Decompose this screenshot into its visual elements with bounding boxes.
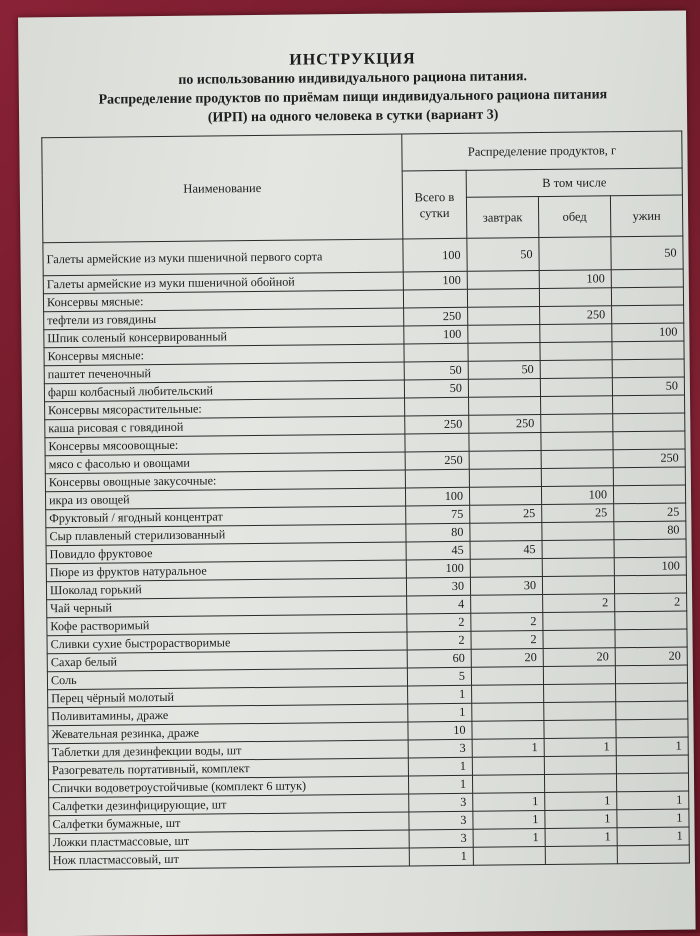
row-dinner: 250 (613, 449, 685, 468)
row-lunch (541, 396, 613, 415)
row-dinner (614, 539, 686, 558)
row-dinner (615, 611, 687, 630)
ration-table (41, 131, 690, 871)
row-dinner (611, 269, 683, 288)
row-breakfast (472, 703, 544, 722)
row-lunch (540, 360, 612, 379)
row-lunch (544, 756, 616, 775)
row-dinner (612, 305, 684, 324)
row-total: 30 (406, 577, 470, 596)
row-lunch: 1 (545, 828, 617, 847)
row-dinner (616, 701, 688, 720)
row-lunch: 250 (540, 306, 612, 325)
row-dinner: 2 (615, 593, 687, 612)
row-dinner: 20 (615, 647, 687, 666)
row-breakfast: 1 (473, 829, 545, 848)
row-name: Кофе растворимый (47, 614, 407, 636)
row-breakfast (468, 325, 540, 344)
row-total (404, 343, 468, 362)
row-name: икра из овощей (45, 488, 405, 510)
row-dinner: 1 (617, 827, 689, 846)
row-lunch (542, 540, 614, 559)
row-breakfast (472, 721, 544, 740)
row-lunch (540, 378, 612, 397)
row-name: Сыр плавленый стерилизованный (46, 524, 406, 546)
row-name: Соль (47, 668, 407, 690)
row-name: Чай черный (47, 596, 407, 618)
header-lunch: обед (538, 196, 610, 238)
row-total: 100 (403, 271, 467, 290)
header-including: В том числе (466, 168, 682, 197)
row-total: 100 (403, 238, 467, 272)
row-breakfast: 2 (471, 613, 543, 632)
row-name: Галеты армейские из муки пшеничной обойной (43, 272, 403, 294)
row-dinner (617, 845, 689, 864)
row-dinner (613, 467, 685, 486)
document-title: ИНСТРУКЦИЯ (289, 50, 416, 69)
row-lunch (542, 576, 614, 595)
row-breakfast: 1 (473, 793, 545, 812)
row-breakfast (470, 523, 542, 542)
row-lunch: 1 (545, 792, 617, 811)
row-total (405, 469, 469, 488)
row-dinner: 1 (617, 791, 689, 810)
row-name: Жевательная резинка, драже (48, 722, 408, 744)
row-total: 100 (404, 325, 468, 344)
header-dinner: ужин (610, 195, 682, 237)
row-breakfast (467, 289, 539, 308)
document-page (18, 11, 696, 936)
row-name: Сливки сухие быстрорастворимые (47, 632, 407, 654)
row-lunch (541, 450, 613, 469)
row-lunch (543, 666, 615, 685)
row-lunch: 1 (545, 810, 617, 829)
row-total: 3 (409, 811, 473, 830)
row-breakfast (471, 595, 543, 614)
row-breakfast (469, 433, 541, 452)
row-breakfast: 45 (470, 541, 542, 560)
row-total: 100 (405, 487, 469, 506)
row-name: фарш колбасный любительский (44, 380, 404, 402)
row-name: Повидло фруктовое (46, 542, 406, 564)
row-name: Шоколад горький (46, 578, 406, 600)
row-total: 1 (408, 703, 472, 722)
row-dinner (616, 719, 688, 738)
header-distribution: Распределение продуктов, г (402, 131, 682, 171)
row-lunch (541, 414, 613, 433)
row-lunch (543, 612, 615, 631)
row-lunch: 1 (544, 738, 616, 757)
row-name: Поливитамины, драже (48, 704, 408, 726)
header-breakfast: завтрак (466, 197, 538, 239)
row-lunch: 20 (543, 648, 615, 667)
row-total: 3 (409, 829, 473, 848)
row-total: 1 (408, 757, 472, 776)
row-breakfast: 50 (468, 361, 540, 380)
row-breakfast: 30 (470, 577, 542, 596)
row-name: Разогреватель портативный, комплект (48, 758, 408, 780)
row-lunch (542, 558, 614, 577)
row-dinner (613, 431, 685, 450)
row-name: Галеты армейские из муки пшеничной первого сорта (43, 239, 403, 276)
row-lunch (542, 522, 614, 541)
row-total: 250 (405, 415, 469, 434)
row-total: 1 (409, 847, 473, 866)
table-body (43, 236, 690, 870)
row-lunch (544, 774, 616, 793)
row-breakfast (473, 847, 545, 866)
row-dinner: 50 (611, 236, 683, 270)
row-total: 100 (406, 559, 470, 578)
row-dinner (616, 683, 688, 702)
row-breakfast (470, 559, 542, 578)
row-dinner (613, 485, 685, 504)
row-total: 3 (408, 739, 472, 758)
row-total: 2 (407, 613, 471, 632)
row-lunch: 25 (542, 504, 614, 523)
row-total: 45 (406, 541, 470, 560)
row-breakfast (469, 397, 541, 416)
row-name: Салфетки дезинфицирующие, шт (49, 794, 409, 816)
row-name: Ложки пластмассовые, шт (49, 830, 409, 852)
row-breakfast (469, 451, 541, 470)
row-name: Сахар белый (47, 650, 407, 672)
row-dinner (613, 395, 685, 414)
row-dinner (615, 629, 687, 648)
row-name: Консервы овощные закусочные: (45, 470, 405, 492)
row-name: Консервы мясорастительные: (45, 398, 405, 420)
row-breakfast: 1 (472, 739, 544, 758)
row-breakfast (468, 379, 540, 398)
row-name: тефтели из говядины (44, 308, 404, 330)
row-breakfast (472, 757, 544, 776)
row-dinner (611, 287, 683, 306)
row-lunch (540, 324, 612, 343)
row-lunch (545, 846, 617, 865)
row-name: мясо с фасолью и овощами (45, 452, 405, 474)
row-dinner (612, 341, 684, 360)
row-dinner: 100 (614, 557, 686, 576)
document-description-line-1: Распределение продуктов по приёмам пищи индивидуального рациона питания (98, 87, 608, 108)
row-name: Консервы мясоовощные: (45, 434, 405, 456)
row-name: Салфетки бумажные, шт (49, 812, 409, 834)
row-total: 1 (408, 685, 472, 704)
document-heading (18, 11, 687, 130)
row-dinner (612, 359, 684, 378)
row-lunch: 100 (541, 486, 613, 505)
row-name: Перец чёрный молотый (48, 686, 408, 708)
row-name: каша рисовая с говядиной (45, 416, 405, 438)
row-dinner: 25 (614, 503, 686, 522)
row-dinner (616, 755, 688, 774)
row-name: Таблетки для дезинфекции воды, шт (48, 740, 408, 762)
row-breakfast (468, 343, 540, 362)
row-breakfast: 1 (473, 811, 545, 830)
row-total: 250 (404, 307, 468, 326)
row-lunch: 100 (539, 270, 611, 289)
header-total: Всего в сутки (402, 170, 467, 239)
row-dinner: 80 (614, 521, 686, 540)
row-name: Консервы мясные: (44, 344, 404, 366)
row-breakfast (472, 685, 544, 704)
row-dinner (616, 773, 688, 792)
row-total (403, 289, 467, 308)
row-breakfast: 20 (471, 649, 543, 668)
row-total: 3 (409, 793, 473, 812)
document-subtitle: по использованию индивидуального рациона питания. (178, 69, 528, 88)
row-dinner (613, 413, 685, 432)
row-dinner (614, 575, 686, 594)
row-lunch (544, 702, 616, 721)
row-name: Спички водоветроустойчивые (комплект 6 штук) (49, 776, 409, 798)
row-lunch (539, 237, 611, 271)
header-name: Наименование (42, 134, 403, 243)
row-breakfast (471, 667, 543, 686)
row-total: 50 (404, 379, 468, 398)
row-lunch (543, 630, 615, 649)
row-breakfast: 250 (469, 415, 541, 434)
row-dinner: 1 (617, 809, 689, 828)
document-description-line-2: (ИРП) на одного человека в сутки (вариант 3) (207, 107, 499, 126)
row-lunch (539, 288, 611, 307)
row-name: Нож пластмассовый, шт (49, 848, 409, 870)
row-total: 5 (407, 667, 471, 686)
row-lunch: 2 (543, 594, 615, 613)
row-name: Пюре из фруктов натуральное (46, 560, 406, 582)
row-total: 50 (404, 361, 468, 380)
row-lunch (541, 468, 613, 487)
row-breakfast (468, 307, 540, 326)
row-breakfast: 25 (470, 505, 542, 524)
row-total: 2 (407, 631, 471, 650)
row-lunch (541, 432, 613, 451)
row-name: Шпик соленый консервированный (44, 326, 404, 348)
row-breakfast (469, 487, 541, 506)
row-dinner: 1 (616, 737, 688, 756)
row-lunch (540, 342, 612, 361)
row-total: 60 (407, 649, 471, 668)
row-total: 10 (408, 721, 472, 740)
row-breakfast: 2 (471, 631, 543, 650)
row-breakfast (472, 775, 544, 794)
row-name: Фруктовый / ягодный концентрат (46, 506, 406, 528)
row-name: паштет печеночный (44, 362, 404, 384)
row-dinner (615, 665, 687, 684)
row-dinner: 100 (612, 323, 684, 342)
row-name: Консервы мясные: (43, 290, 403, 312)
row-total: 4 (407, 595, 471, 614)
row-dinner: 50 (612, 377, 684, 396)
row-lunch (544, 720, 616, 739)
row-total: 80 (406, 523, 470, 542)
row-total: 1 (408, 775, 472, 794)
row-total (405, 433, 469, 452)
row-breakfast: 50 (467, 238, 539, 272)
row-breakfast (467, 271, 539, 290)
row-total: 75 (406, 505, 470, 524)
row-total (405, 397, 469, 416)
row-lunch (544, 684, 616, 703)
row-total: 250 (405, 451, 469, 470)
row-breakfast (469, 469, 541, 488)
